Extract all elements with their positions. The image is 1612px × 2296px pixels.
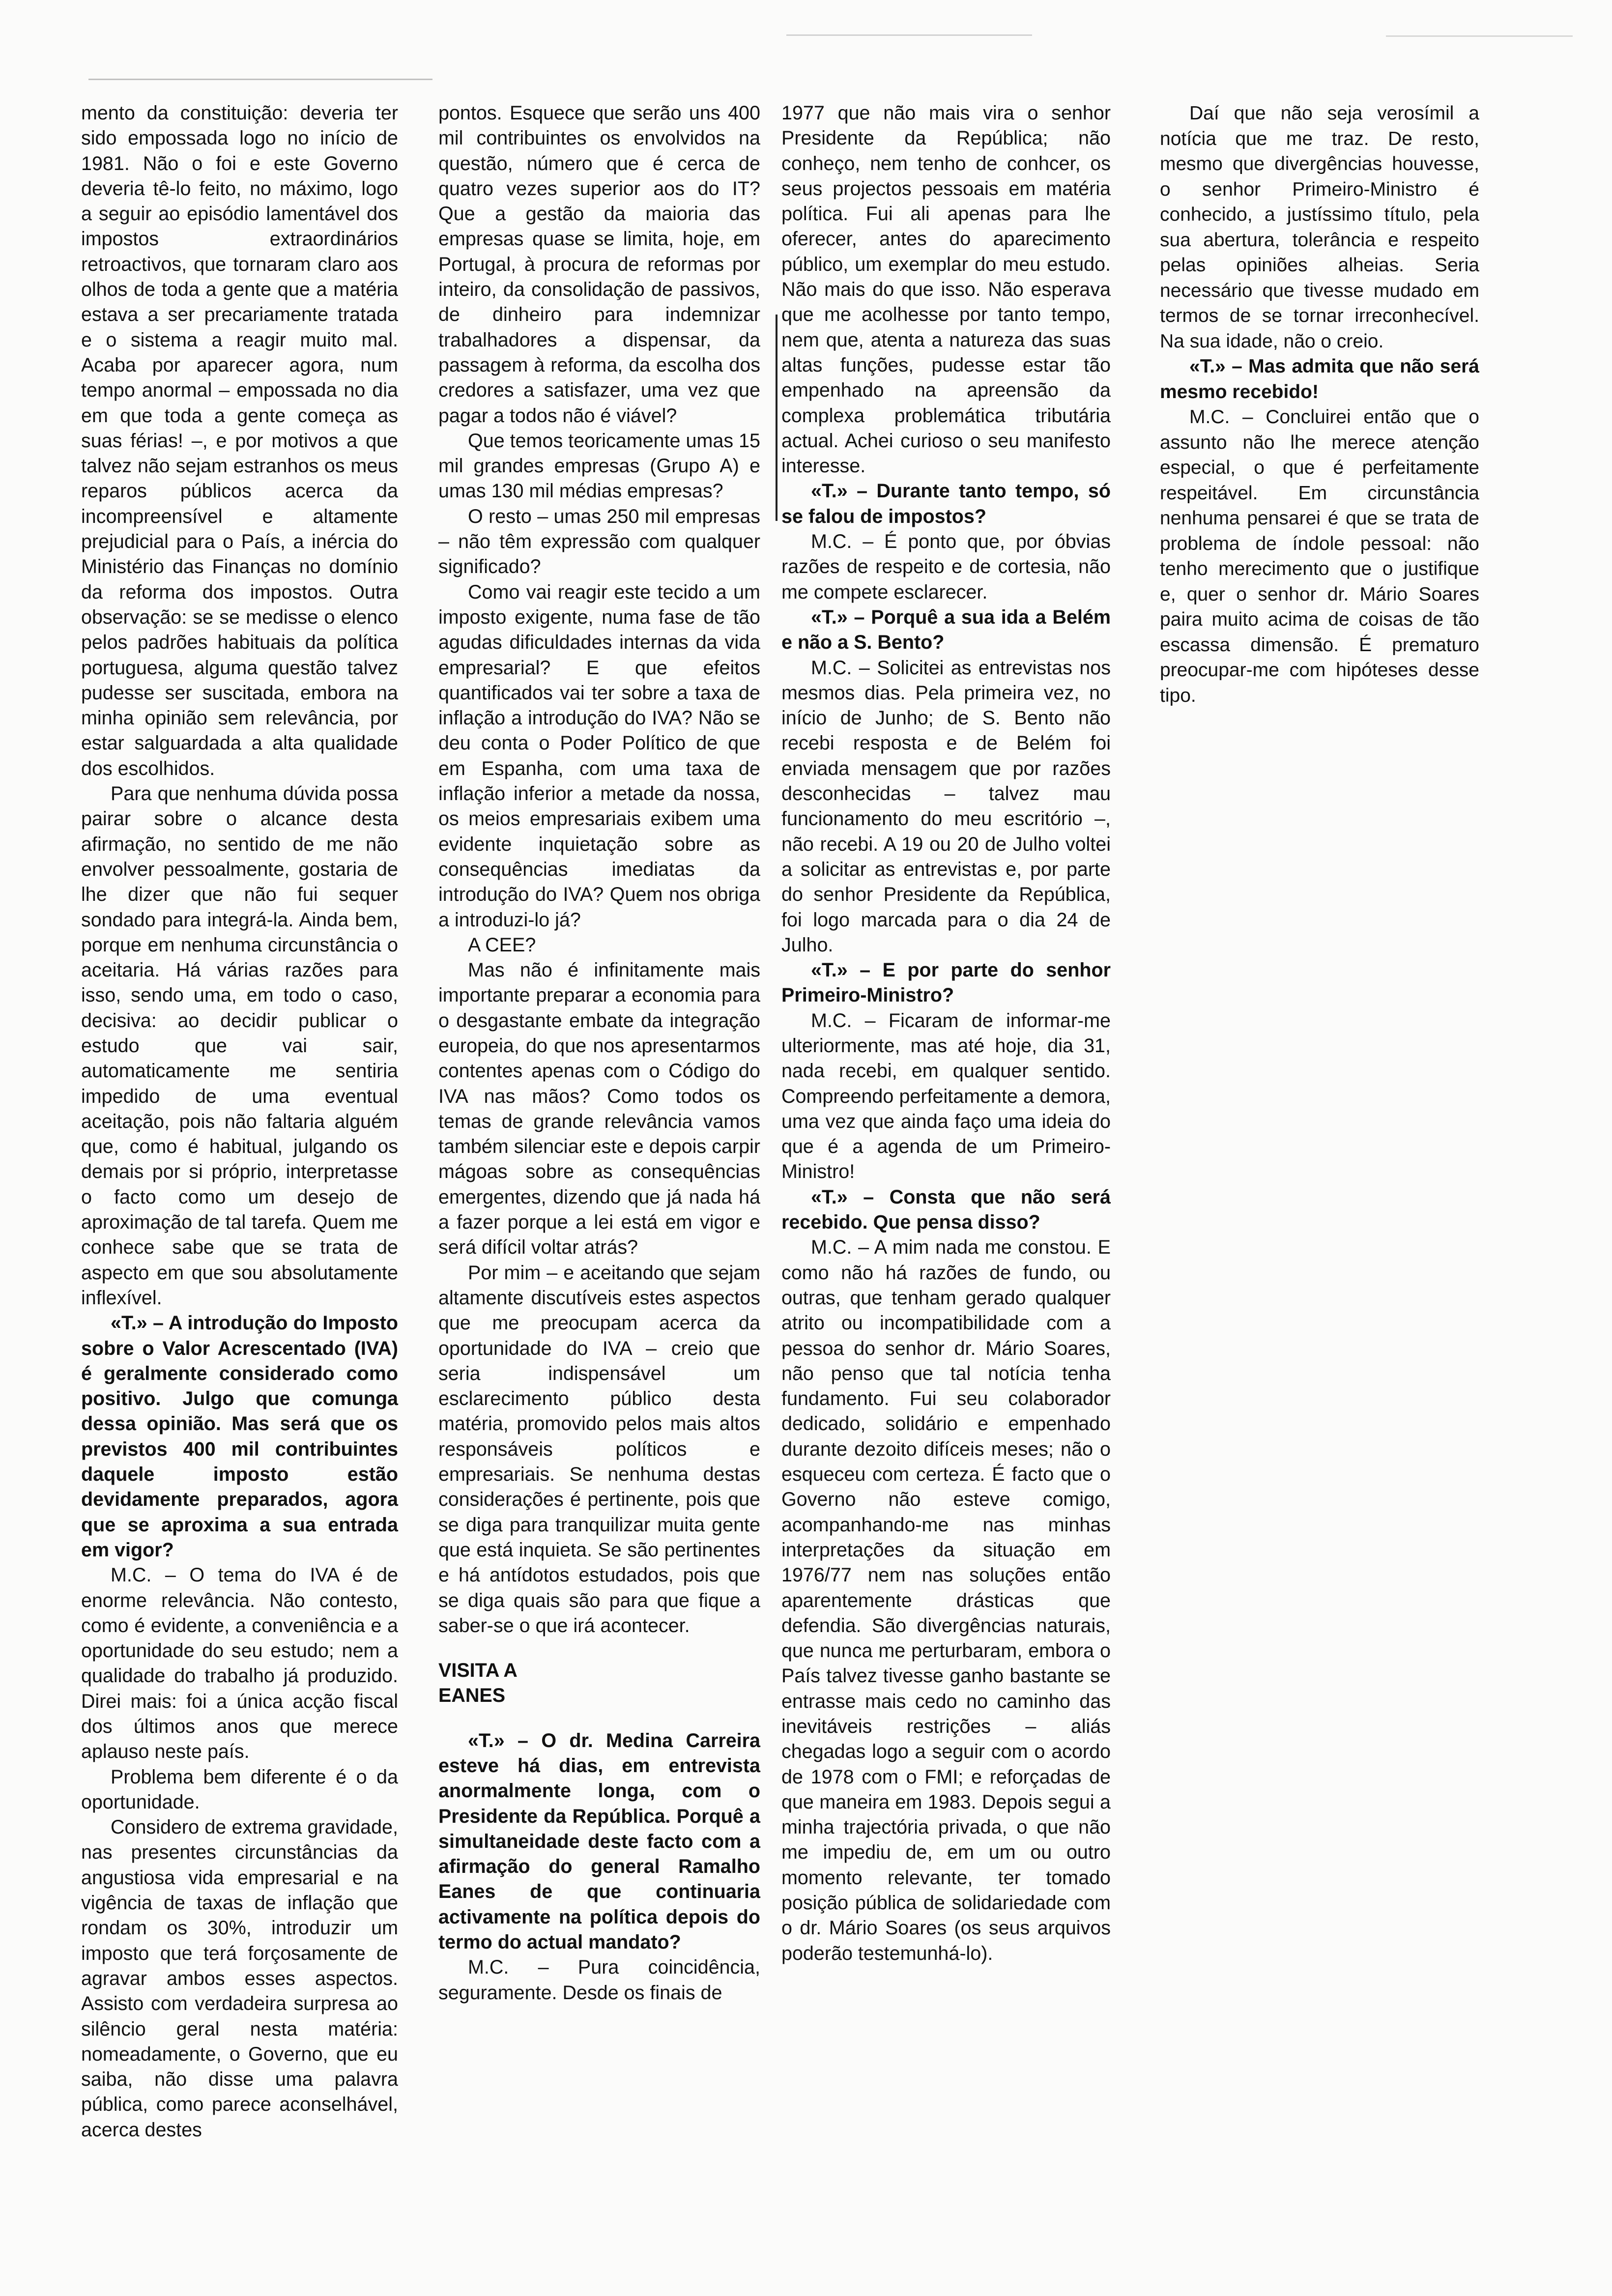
column-1	[81, 101, 398, 2143]
paragraph: 1977 que não mais vira o senhor Presidente da República; não conheço, nem tenho de conhcer, os seus projectos pessoais em matéria política. Fui ali apenas para lhe oferecer, antes do aparecimento público, um exemplar do meu estudo. Não mais do que isso. Não esperava que me acolhesse por tanto tempo, nem que, atenta a natureza das suas altas funções, pudesse estar tão empenhado na apreensão da complexa problemática tributária actual. Achei curioso o seu manifesto interesse.	[781, 102, 1111, 477]
scan-noise	[786, 34, 1032, 36]
interviewer-question: «T.» – Mas admita que não será mesmo recebido!	[1160, 356, 1479, 402]
column-4	[1160, 101, 1479, 708]
answer-paragraph: M.C. – A mim nada me constou. E como não há razões de fundo, ou outras, que tenham gerado qualquer atrito ou incompatibilidade com a pessoa do senhor dr. Mário Soares, não penso que tal notícia tenha fundamento. Fui seu colaborador dedicado, solidário e empenhado durante dezoito difíceis meses; não o esqueceu com certeza. É facto que o Governo não esteve comigo, acompanhando-me nas minhas interpretações da situação em 1976/77 nem nas soluções então aparentemente drásticas que defendia. São divergências naturais, que nunca me perturbaram, embora o País talvez tivesse ganho bastante se entrasse mais cedo no caminho das inevitáveis restrições – aliás chegadas logo a seguir com o acordo de 1978 com o FMI; e reforçadas de que maneira em 1983. Depois segui a minha trajectória privada, o que não me impediu de, em um ou outro momento relevante, ter tomado posição pública de solidariedade com o dr. Mário Soares (os seus arquivos poderão testemunhá-lo).	[781, 1236, 1111, 1964]
section-heading: VISITA A EANES	[438, 1660, 517, 1707]
answer-paragraph: M.C. – O tema do IVA é de enorme relevância. Não contesto, como é evidente, a conveniência e a oportunidade do seu estudo; nem a qualidade do trabalho já produzido. Direi mais: foi a única acção fiscal dos últimos anos que merece aplauso neste país.	[81, 1564, 398, 1763]
interviewer-question: «T.» – Durante tanto tempo, só se falou de impostos?	[781, 480, 1111, 527]
paragraph: Mas não é infinitamente mais importante preparar a economia para o desgastante embate da integração europeia, do que nos apresentarmos contentes apenas com o Código do IVA nas mãos? Como todos os temas de grande relevância vamos também silenciar este e depois carpir mágoas sobre as consequências emergentes, dizendo que já nada há a fazer porque a lei está em vigor e será difícil voltar atrás?	[438, 959, 760, 1259]
paragraph: Para que nenhuma dúvida possa pairar sobre o alcance desta afirmação, no sentido de me não envolver pessoalmente, gostaria de lhe dizer que não fui sequer sondado para integrá-la. Ainda bem, porque em nenhuma circunstância o aceitaria. Há várias razões para isso, sendo uma, em todo o caso, decisiva: ao decidir publicar o estudo que vai sair, automaticamente me sentiria impedido de uma eventual aceitação, pois não faltaria alguém que, como é habitual, julgando os demais por si próprio, interpretasse o facto como um desejo de aproximação de tal tarefa. Quem me conhece sabe que se trata de aspecto em que sou absolutamente inflexível.	[81, 783, 398, 1309]
paragraph: pontos. Esquece que serão uns 400 mil contribuintes os envolvidos na questão, número que é cerca de quatro vezes superior aos do IT? Que a gestão da maioria das empresas quase se limita, hoje, em Portugal, à procura de reformas por inteiro, da consolidação de passivos, de dinheiro para indemnizar trabalhadores a dispensar, da passagem à reforma, da escolha dos credores a satisfazer, uma vez que pagar a todos não é viável?	[438, 102, 760, 427]
column-rule	[776, 315, 777, 521]
paragraph: Que temos teoricamente umas 15 mil grandes empresas (Grupo A) e umas 130 mil médias empresas?	[438, 430, 760, 502]
scan-noise	[88, 79, 432, 80]
interviewer-question: «T.» – E por parte do senhor Primeiro-Ministro?	[781, 959, 1111, 1006]
interviewer-question: «T.» – A introdução do Imposto sobre o Valor Acrescentado (IVA) é geralmente considerado como positivo. Julgo que comunga dessa opinião. Mas será que os previstos 400 mil contribuintes daquele imposto estão devidamente preparados, agora que se aproxima a sua entrada em vigor?	[81, 1312, 398, 1561]
paragraph: Como vai reagir este tecido a um imposto exigente, numa fase de tão agudas dificuldades internas da vida empresarial? E que efeitos quantificados vai ter sobre a taxa de inflação a introdução do IVA? Não se deu conta o Poder Político de que em Espanha, com uma taxa de inflação inferior a metade da nossa, os meios empresariais exibem uma evidente inquietação sobre as consequências imediatas da introdução do IVA? Quem nos obriga a introduzi-lo já?	[438, 581, 760, 931]
answer-paragraph: M.C. – Pura coincidência, seguramente. Desde os finais de	[438, 1956, 760, 2004]
paragraph: O resto – umas 250 mil empresas – não têm expressão com qualquer significado?	[438, 505, 760, 578]
answer-paragraph: M.C. – Ficaram de informar-me ulteriormente, mas até hoje, dia 31, nada recebi, em qualquer sentido. Compreendo perfeitamente a demora, uma vez que ainda faço uma ideia do que é a agenda de um Primeiro-Ministro!	[781, 1009, 1111, 1183]
interviewer-question: «T.» – O dr. Medina Carreira esteve há dias, em entrevista anormalmente longa, com o Presidente da República. Porquê a simultaneidade deste facto com a afirmação do general Ramalho Eanes de que continuaria activamente na política depois do termo do actual mandato?	[438, 1729, 760, 1953]
answer-paragraph: M.C. – É ponto que, por óbvias razões de respeito e de cortesia, não me compete esclarecer.	[781, 531, 1111, 603]
column-2	[438, 101, 760, 2006]
paragraph: Daí que não seja verosímil a notícia que me traz. De resto, mesmo que divergências houvesse, o senhor Primeiro-Ministro é conhecido, a justíssimo título, pela sua abertura, tolerância e respeito pelas opiniões alheias. Seria necessário que tivesse mudado em termos de se tornar irreconhecível. Na sua idade, não o creio.	[1160, 103, 1479, 352]
interviewer-question: «T.» – Consta que não será recebido. Que pensa disso?	[781, 1186, 1111, 1234]
paragraph: Por mim – e aceitando que sejam altamente discutíveis estes aspectos que me preocupam acerca da oportunidade do IVA – creio que seria indispensável um esclarecimento público desta matéria, promovido pelos mais altos responsáveis políticos e empresariais. Se nenhuma destas considerações é pertinente, pois que se diga para tranquilizar muita gente que está inquieta. Se são pertinentes e há antídotos estudados, pois que se diga quais são para que fique a saber-se o que irá acontecer.	[438, 1262, 760, 1636]
paragraph: Problema bem diferente é o da oportunidade.	[81, 1766, 398, 1813]
column-3	[781, 101, 1111, 1966]
paragraph: A CEE?	[468, 934, 536, 956]
scan-noise	[1386, 35, 1573, 37]
interviewer-question: «T.» – Porquê a sua ida a Belém e não a S. Bento?	[781, 606, 1111, 654]
answer-paragraph: M.C. – Solicitei as entrevistas nos mesmos dias. Pela primeira vez, no início de Junho; de S. Bento não recebi resposta e de Belém foi enviada mensagem que por razões desconhecidas – talvez mau funcionamento do meu escritório –, não recebi. A 19 ou 20 de Julho voltei a solicitar as entrevistas e, por parte do senhor Presidente da República, foi logo marcada para o dia 24 de Julho.	[781, 657, 1111, 956]
answer-paragraph: M.C. – Concluirei então que o assunto não lhe merece atenção especial, o que é perfeitamente respeitável. Em circunstância nenhuma pensarei é que se trata de problema de índole pessoal: não tenho merecimento que o justifique e, quer o senhor dr. Mário Soares paira muito acima de coisas de tão escassa dimensão. É prematuro preocupar-me com hipóteses desse tipo.	[1160, 406, 1479, 706]
paragraph: Considero de extrema gravidade, nas presentes circunstâncias da angustiosa vida empresarial e na vigência de taxas de inflação que rondam os 30%, introduzir um imposto que terá forçosamente de agravar ambos esses aspectos. Assisto com verdadeira surpresa ao silêncio geral nesta matéria: nomeadamente, o Governo, que eu saiba, não disse uma palavra pública, como parece aconselhável, acerca destes	[81, 1816, 398, 2141]
paragraph: mento da constituição: deveria ter sido empossada logo no início de 1981. Não o foi e este Governo deveria tê-lo feito, no máximo, logo a seguir ao episódio lamentável dos impostos extraordinários retroactivos, que tornaram claro aos olhos de toda a gente que a matéria estava a ser precariamente tratada e o sistema a reagir muito mal. Acaba por aparecer agora, num tempo anormal – empossada no dia em que toda a gente começa as suas férias! –, e por motivos a que talvez não sejam estranhos os meus reparos públicos acerca da incompreensível e altamente prejudicial para o País, a inércia do Ministério das Finanças no domínio da reforma dos impostos. Outra observação: se se medisse o elenco pelos padrões habituais da política portuguesa, alguma questão talvez pudesse ser suscitada, embora na minha opinião sem relevância, por estar salguardada a alta qualidade dos escolhidos.	[81, 102, 398, 779]
